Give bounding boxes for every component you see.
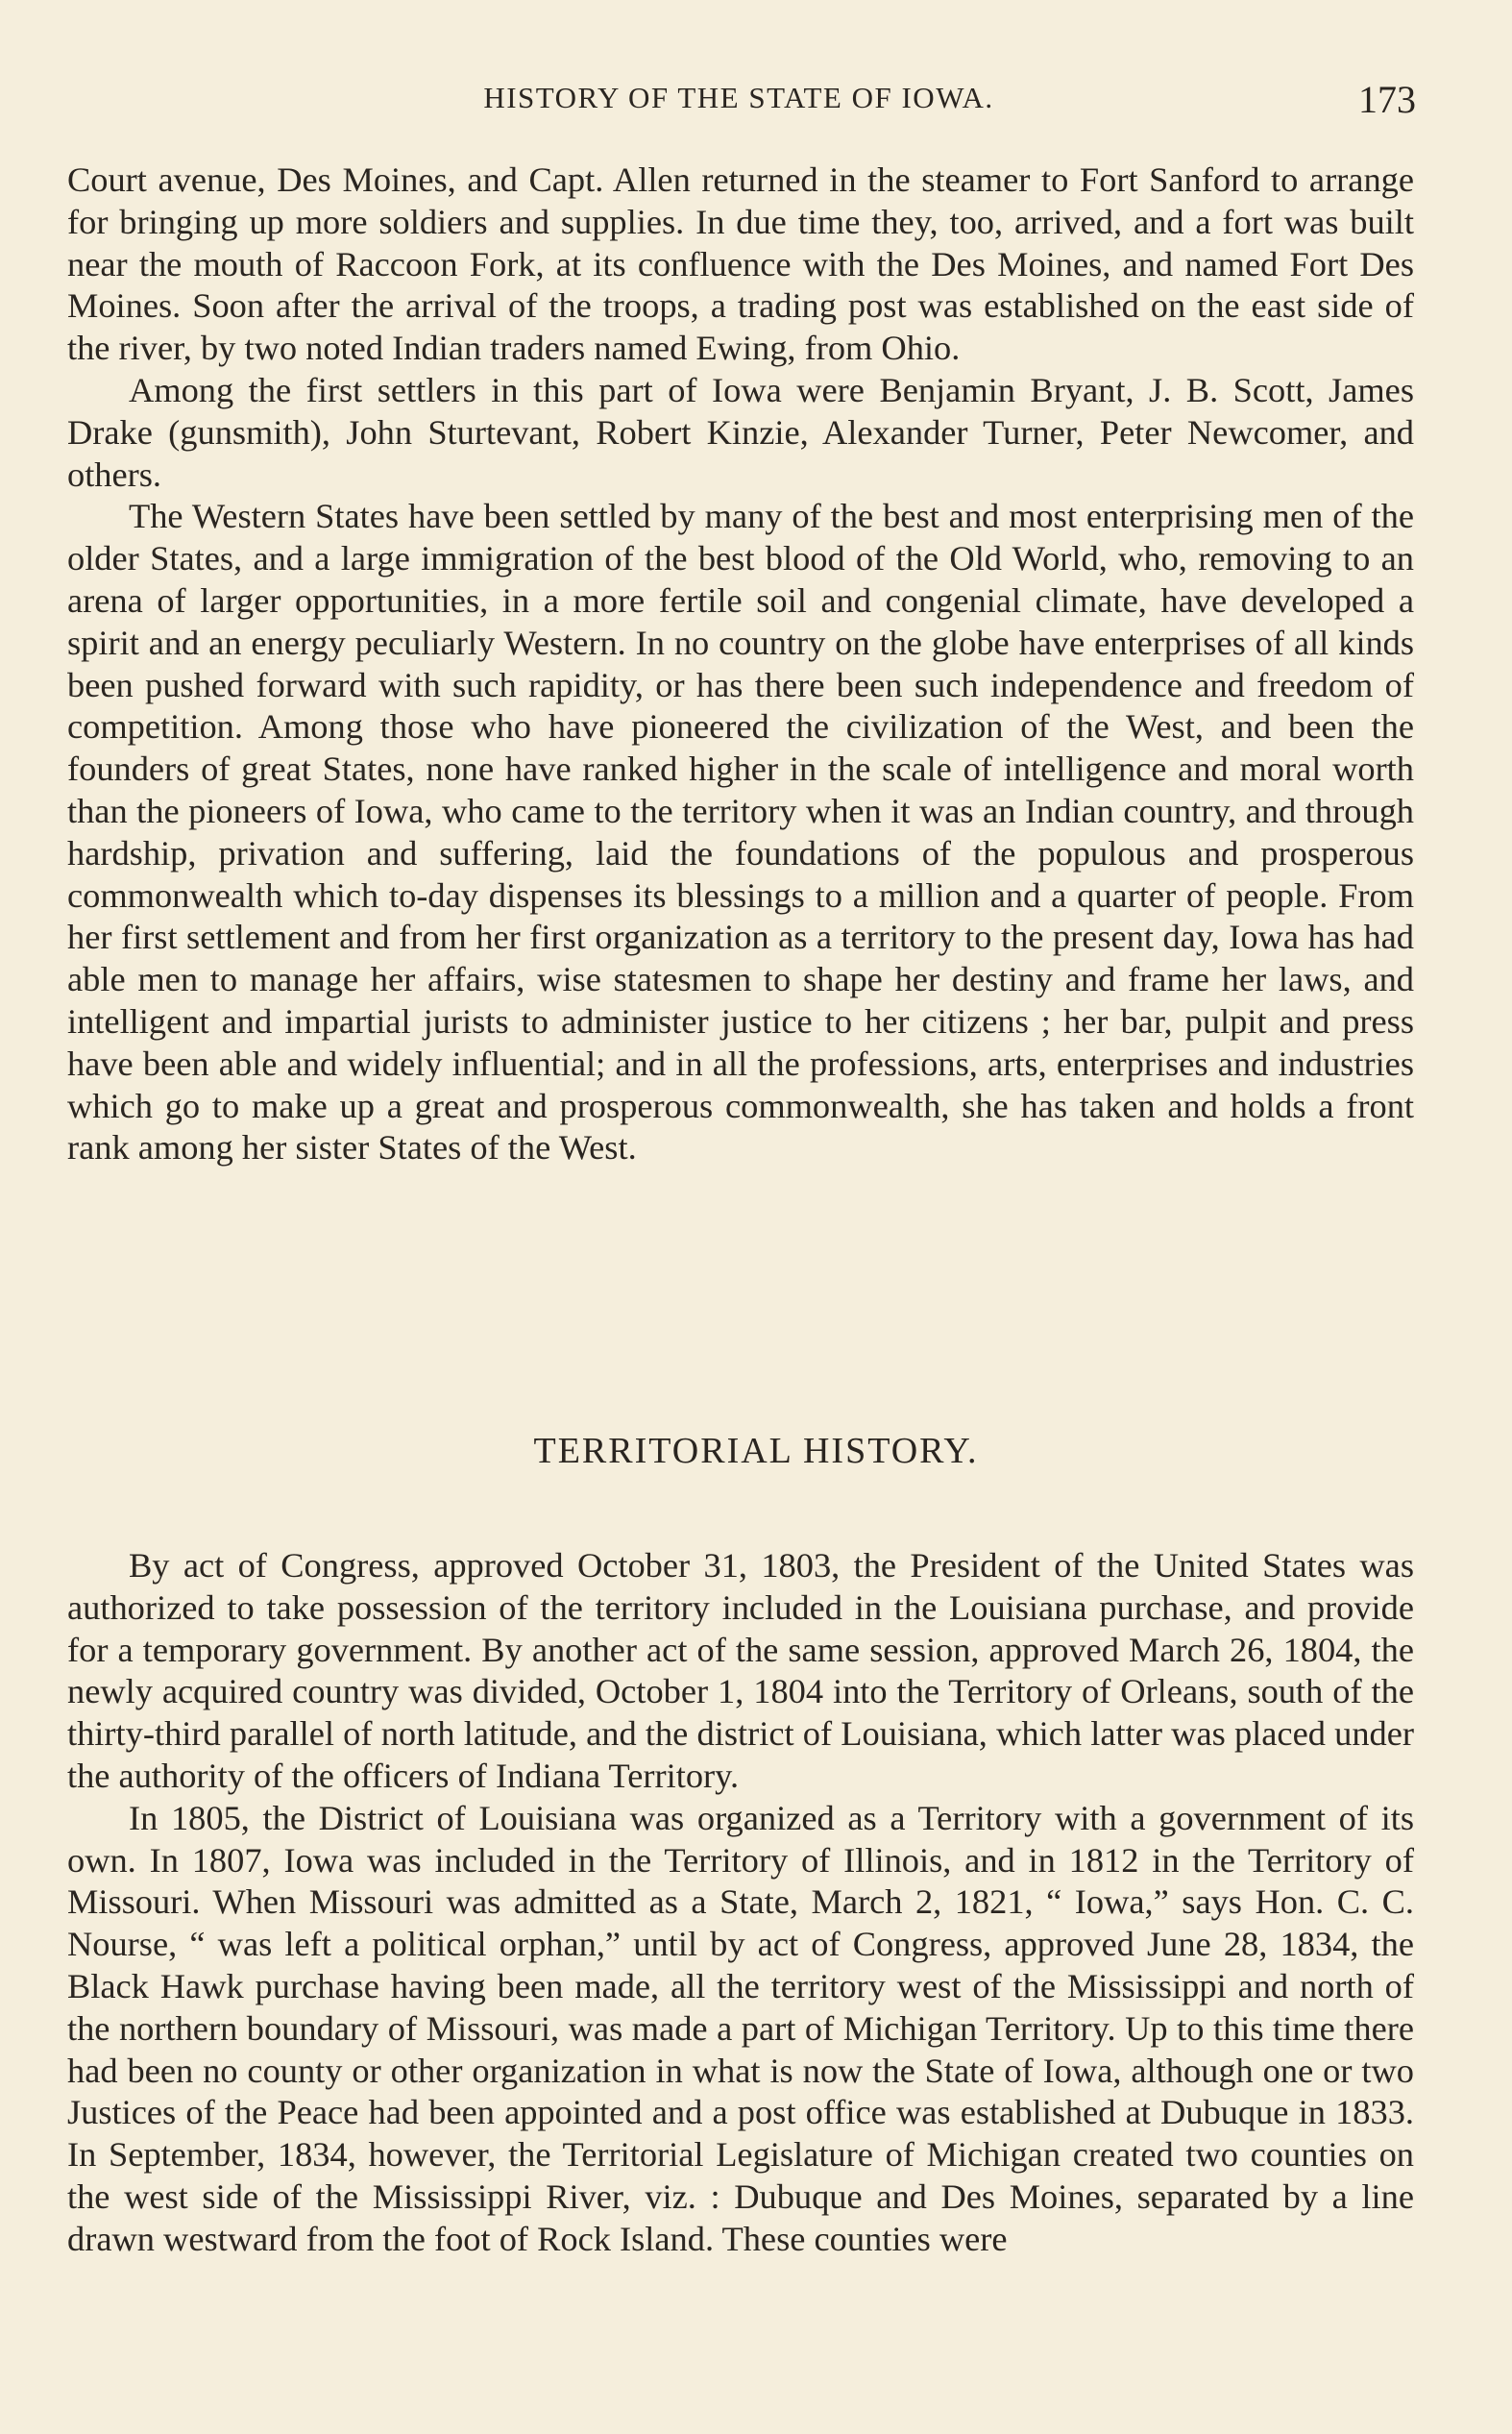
section-heading: TERRITORIAL HISTORY. <box>533 1431 979 1471</box>
running-title: HISTORY OF THE STATE OF IOWA. <box>483 81 994 114</box>
paragraph: Court avenue, Des Moines, and Capt. Allen returned in the steamer to Fort Sanford to arrange for bringing up more soldiers and supplies. In due time they, too, arrived, and a fort was built near the mouth of Raccoon Fork, at its confluence with the Des Moines, and named Fort Des Moines. Soon after the arrival of the troops, a trading post was established on the east side of the river, by two noted Indian traders named Ewing, from Ohio. <box>67 160 1414 368</box>
running-head <box>61 78 1416 129</box>
paragraph: By act of Congress, approved October 31, 1803, the President of the United States was authorized to take possession of the territory included in the Louisiana purchase, and provide for a temporary government. By another act of the same session, approved March 26, 1804, the newly acquired country was divided, October 1, 1804 into the Territory of Orleans, south of the thirty-third parallel of north latitude, and the district of Louisiana, which latter was placed under the authority of the officers of Indiana Territory. <box>67 1546 1414 1795</box>
text-block-section <box>67 1545 1414 2261</box>
paragraph: Among the first settlers in this part of Iowa were Benjamin Bryant, J. B. Scott, James Drake (gunsmith), John Sturtevant, Robert Kinzie, Alexander Turner, Peter Newcomer, and others. <box>67 370 1414 494</box>
page-number: 173 <box>1358 78 1416 121</box>
text-block-top <box>67 160 1414 1169</box>
paragraph: In 1805, the District of Louisiana was organized as a Territory with a government of its own. In 1807, Iowa was included in the Territory of Illinois, and in 1812 in the Territory of Missouri. When Missouri was admitted as a State, March 2, 1821, “ Iowa,” says Hon. C. C. Nourse, “ was left a political orphan,” until by act of Congress, approved June 28, 1834, the Black Hawk purchase having been made, all the territory west of the Mississippi and north of the northern boundary of Missouri, was made a part of Michigan Territory. Up to this time there had been no county or other organization in what is now the State of Iowa, although one or two Justices of the Peace had been appointed and a post office was established at Dubuque in 1833. In September, 1834, however, the Territorial Legislature of Michigan created two counties on the west side of the Mississippi River, viz. : Dubuque and Des Moines, separated by a line drawn westward from the foot of Rock Island. These counties were <box>67 1798 1414 2258</box>
paragraph: The Western States have been settled by many of the best and most enterprising men of the older States, and a large immigration of the best blood of the Old World, who, removing to an arena of larger opportunities, in a more fertile soil and congenial climate, have developed a spirit and an energy peculiarly Western. In no country on the globe have enterprises of all kinds been pushed forward with such rapidity, or has there been such independence and freedom of competition. Among those who have pioneered the civilization of the West, and been the founders of great States, none have ranked higher in the scale of intelligence and moral worth than the pioneers of Iowa, who came to the territory when it was an Indian country, and through hardship, privation and suffering, laid the foundations of the populous and prosperous commonwealth which to-day dispenses its blessings to a million and a quarter of people. From her first settlement and from her first organization as a territory to the present day, Iowa has had able men to manage her affairs, wise statesmen to shape her destiny and frame her laws, and intelligent and impartial jurists to administer justice to her citizens ; her bar, pulpit and press have been able and widely influential; and in all the professions, arts, enterprises and industries which go to make up a great and prosperous commonwealth, she has taken and holds a front rank among her sister States of the West. <box>67 497 1414 1168</box>
